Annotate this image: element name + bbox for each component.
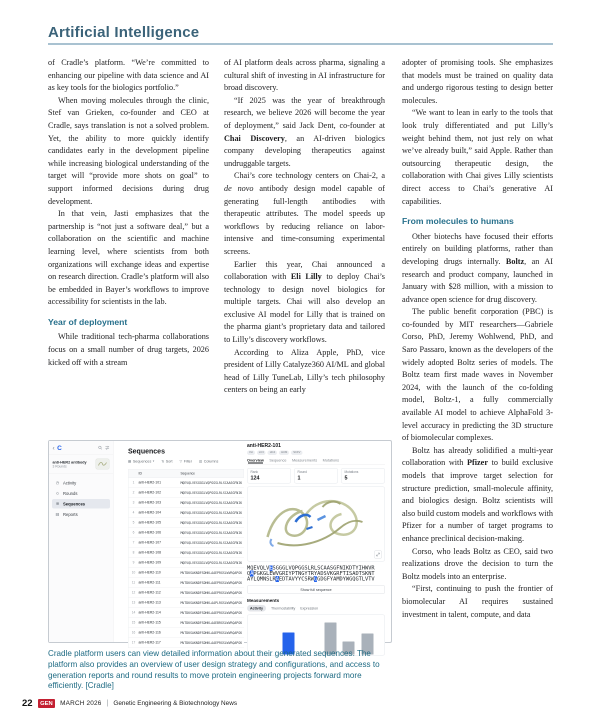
article-paragraph: The public benefit corporation (PBC) is co-founded by MIT researchers—Gabriele Corso, PhD, Jeremy Wohlwend, PhD, and Saro Passaro, known as the developers of the widely adopted Boltz series of models. The Boltz team first made waves in November 2024, with the launch of the co-folding model, Boltz-1, a fully commercially available AI model to achieve AlphaFold 3-level accuracy in predicting the 3D structure of biomolecular complexes. xyxy=(402,307,553,443)
rounds-icon: ◇ xyxy=(55,491,60,496)
sidebar-item-sequences[interactable]: ≡ Sequences xyxy=(52,499,110,509)
search-icon[interactable] xyxy=(98,445,103,450)
sidebar-item-activity[interactable]: ◷ Activity xyxy=(55,480,77,486)
sequence-id: anti-HER2-113 xyxy=(138,601,161,605)
project-selector[interactable] xyxy=(49,455,113,475)
sequence-value: MQEVQLVESGGGLVQPGGSLRLSCAASGFNIK xyxy=(180,480,243,485)
sequences-title: Sequences xyxy=(128,447,165,455)
article-paragraph: According to Aliza Apple, PhD, vice president of Lilly Catalyze360 AI/ML and global head of Lilly TuneLab, Lilly’s tech philosophy centers on being an early xyxy=(224,347,385,395)
protein-structure-card xyxy=(247,487,385,562)
sequence-detail-title: anti-HER2-101 xyxy=(247,443,281,449)
stat-card-round: Round 1 xyxy=(294,468,338,484)
project-meta: 3 Rounds xyxy=(52,464,67,469)
publication-name: Genetic Engineering & Biotechnology News xyxy=(113,700,238,707)
tab-measurements[interactable]: Measurements xyxy=(291,458,318,463)
sequence-id: anti-HER2-105 xyxy=(138,521,161,525)
gen-logo: GEN xyxy=(38,699,56,708)
table-header xyxy=(128,469,244,478)
sort-icon: ⇅ xyxy=(161,459,165,464)
sidebar-item-rounds[interactable]: ◇ Rounds xyxy=(55,490,78,496)
detail-tabs xyxy=(247,458,385,465)
sequence-id: anti-HER2-106 xyxy=(138,531,161,535)
sequence-detail-panel xyxy=(247,441,385,642)
article-paragraph: Other biotechs have focused their efforts entirely on building platforms, rather than developing drugs internally. Boltz, an AI research and product company, launched in January with $28 million, with a mission to advance open science for drug discovery. xyxy=(402,231,553,304)
sequence-id: anti-HER2-101 xyxy=(138,481,161,485)
sequence-tag-chip: VH xyxy=(249,451,253,454)
sequences-icon: ▦ xyxy=(128,459,132,464)
row-number: 17 xyxy=(131,641,136,645)
sequence-id: anti-HER2-108 xyxy=(138,551,161,555)
sidebar-nav xyxy=(49,474,113,523)
sequence-id: anti-HER2-117 xyxy=(138,641,161,645)
column-header-id: ID xyxy=(138,471,142,476)
page-number: 22 xyxy=(22,698,33,709)
sequence-id: anti-HER2-102 xyxy=(138,491,161,495)
sequences-toolbar xyxy=(128,459,244,464)
image-caption: Cradle platform users can view detailed information about their generated sequences. The platform also provides an overview of user design strategy and configurations, and access to generation reports and round results to move protein engineering projects forward more efficiently. [Cradle] xyxy=(48,649,380,691)
back-button[interactable]: ‹ xyxy=(52,443,55,452)
table-row[interactable] xyxy=(128,618,244,628)
article-paragraph: Corso, who leads Boltz as CEO, said two realizations drove the decision to turn the Boltz models into an enterprise. xyxy=(402,546,553,581)
sequence-tag-chip: SCFV xyxy=(293,451,301,454)
chevron-down-icon: ▾ xyxy=(152,459,155,463)
toolbar-filter-button[interactable]: ▽ Filter xyxy=(179,459,192,464)
sequence-tag-chip: HUM xyxy=(281,451,288,454)
table-row[interactable] xyxy=(128,478,244,488)
measurements-title: Measurements xyxy=(247,598,280,604)
tab-overview[interactable]: Overview xyxy=(247,458,264,463)
article-paragraph: Earlier this year, Chai announced a collaboration with Eli Lilly to deploy Chai’s technology to design novel biologics for multiple targets. Chai will also develop an exclusive AI model for Lilly that is trained on the pharma giant’s proprietary data and tailored to Lilly’s discovery workflows. xyxy=(224,259,385,345)
article-paragraph: While traditional tech-pharma collaborations focus on a small number of drug targets, 2026 kicked off with a stream xyxy=(48,332,209,367)
section-subhead: Year of deployment xyxy=(48,316,128,327)
row-number: 11 xyxy=(131,581,136,585)
sequence-id: anti-HER2-109 xyxy=(138,561,161,565)
table-row[interactable] xyxy=(128,508,244,518)
project-name: anti-HER2 antibody xyxy=(52,459,87,465)
sequence-id: anti-HER2-103 xyxy=(138,501,161,505)
table-row[interactable] xyxy=(128,588,244,598)
article-paragraph: adopter of promising tools. She emphasizes that models must be trained on quality data and undergo rigorous testing to design better molecules. xyxy=(402,58,553,105)
row-number: 12 xyxy=(131,591,136,595)
project-thumbnail xyxy=(96,459,110,470)
sequence-value: MVTDKSAKNDFSDHKLAAEPRGSLWVRQAPGK xyxy=(180,570,243,575)
sequence-text: MQEVQLVESGGGLVQPGGSLRLSCAASGFNIKDTYIHWVR QAPGKGLEWVGRIYPTNGYTRYADSVKGRFTISADTSKNT AYLQMNSLRAEDTAVYYCSRWGGDGFYAMDYWGQGTLVTV xyxy=(247,565,375,583)
article-paragraph: of AI platform deals across pharma, signaling a cultural shift of investing in AI infrastructure for broad discovery. xyxy=(224,58,385,93)
row-number: 9 xyxy=(132,561,135,565)
table-row[interactable] xyxy=(128,568,244,578)
sequence-id: anti-HER2-112 xyxy=(138,591,161,595)
table-row[interactable] xyxy=(128,488,244,498)
sequences-table xyxy=(128,469,244,648)
row-number: 5 xyxy=(132,521,135,525)
sequence-value: MQEVQLVESGGGLVQPGGSLRLSCAASGFNIK xyxy=(180,500,243,505)
stat-card-rank: Rank 124 xyxy=(247,468,291,484)
cradle-app-screenshot xyxy=(48,440,392,643)
issue-date: MARCH 2026 xyxy=(60,700,102,707)
row-number: 1 xyxy=(132,481,135,485)
sequence-value: MVTDKSAKNDFSDHKLAAEPRGSLWVRQAPGK xyxy=(180,590,243,595)
row-number: 6 xyxy=(132,531,135,535)
page-footer xyxy=(22,698,237,709)
article-paragraph: In that vein, Jasti emphasizes that the partnership is “not just a software deal,” but a collaboration on the scientific and machine learning level, where scientists from both organizations will exchange ideas and expertise on research direction. Cradle’s platform will also be embedded in Bayer’s workflows to improve accessibility for scientists in the lab. xyxy=(48,209,209,307)
app-sidebar xyxy=(49,441,114,642)
tab-mutations[interactable]: Mutations xyxy=(322,458,340,463)
sequence-value: MQEVQLVESGGGLVQPGGSLRLSCAASGFNIK xyxy=(180,550,243,555)
sequence-value: MVTDKSAKNDFSDHKLAAEPRGSLWVRQAPGK xyxy=(180,580,243,585)
table-row[interactable] xyxy=(128,518,244,528)
table-row[interactable] xyxy=(128,608,244,618)
sequence-value: MQEVQLVESGGGLVQPGGSLRLSCAASGFNIK xyxy=(180,540,243,545)
table-row[interactable] xyxy=(128,598,244,608)
row-number: 2 xyxy=(132,491,135,495)
table-row[interactable] xyxy=(128,628,244,638)
table-row[interactable] xyxy=(128,558,244,568)
column-header-sequence: Sequence xyxy=(180,471,195,476)
measurement-tab-expression[interactable]: Expression xyxy=(300,606,319,611)
sequence-id: anti-HER2-107 xyxy=(138,541,161,545)
measurement-tab-activity[interactable]: Activity xyxy=(247,605,266,612)
detail-stat-cards xyxy=(247,468,385,484)
toolbar-sort-button[interactable]: ⇅ Sort xyxy=(161,459,173,464)
row-number: 4 xyxy=(132,511,135,515)
row-number: 13 xyxy=(131,601,136,605)
measurements-tabs xyxy=(247,605,385,612)
sequence-id: anti-HER2-104 xyxy=(138,511,161,515)
sequence-id: anti-HER2-114 xyxy=(138,611,161,615)
sequence-value: MQEVQLVESGGGLVQPGGSLRLSCAASGFNIK xyxy=(180,520,243,525)
sequence-value: MVTDKSAKNDFSDHKLAAEBRGSLWVRQAPGK xyxy=(180,620,243,625)
article-paragraph: When moving molecules through the clinic, Stef van Grieken, co-founder and CEO at Cradle, says translation is not a solved problem. Yet, the ability to more quickly identify candidates early in the development pipeline while increasing biological understanding of the target will “provide more shots on goal” to support informed decisions during drug development. xyxy=(48,95,209,206)
stat-card-mutations: Mutations 5 xyxy=(341,468,385,484)
measurement-tab-thermostability[interactable]: Thermostability xyxy=(270,606,296,611)
article-paragraph: of Cradle’s platform. “We’re committed to enhancing our pipeline with data science and AI as key tools for the biologics portfolio.” xyxy=(48,58,209,93)
article-paragraph: Boltz has already solidified a multi-year collaboration with Pfizer to build exclusive models that improve target selection for structure prediction, small-molecule affinity, and biologics design. Boltz scientists will also build custom models and workflows with Pfizer for a number of target programs to enhance preclinical decision-making. xyxy=(402,445,554,543)
article-paragraph: Chai’s core technology centers on Chai-2, a de novo antibody design model capable of generating full-length antibodies with therapeutic attributes. The model speeds up workflows by reducing reliance on labor-intensive and time-consuming experimental screens. xyxy=(224,171,385,256)
article-paragraph: “First, continuing to push the frontier of biomolecular AI requires sustained investment in talent, compute, and data xyxy=(402,584,553,619)
row-number: 14 xyxy=(131,611,136,615)
toolbar-columns-button[interactable]: ▥ Columns xyxy=(198,459,219,464)
sequence-tag-chip: HC4 xyxy=(269,451,276,454)
sequence-value: MVTDKSAKNDFSDHKLAAEPRGSLWVRQAPGK xyxy=(180,610,243,615)
cradle-logo: C xyxy=(57,443,62,452)
columns-icon: ▥ xyxy=(198,459,203,464)
article-paragraph: “If 2025 was the year of breakthrough research, we believe 2026 will become the year of deployment,” said Jack Dent, co-founder at Chai Discovery, an AI-driven biologics company developing therapeutics against undruggable targets. xyxy=(224,95,385,168)
article-paragraph: “We want to lean in early to the tools that look truly differentiated and put Lilly’s weight behind them, not just rely on what we’ve already built,” said Apple. Rather than outsourcing therapeutic design, the collaboration with Chai gives Lilly scientists direct access to Chai’s generative AI capabilities. xyxy=(402,108,553,206)
show-full-sequence-button[interactable]: Show full sequence xyxy=(247,585,385,594)
sequence-id: anti-HER2-110 xyxy=(138,571,161,575)
section-subhead: From molecules to humans xyxy=(402,216,514,227)
sequence-id: anti-HER2-116 xyxy=(138,631,161,635)
row-number: 7 xyxy=(132,541,135,545)
protein-structure-image xyxy=(248,487,385,560)
table-body xyxy=(128,478,244,648)
sequence-value: MQEVQLVESGGGLVQPGGSLRLSCAASGFNIK xyxy=(180,530,243,535)
article-column-2 xyxy=(224,57,385,435)
table-row[interactable] xyxy=(128,578,244,588)
table-row[interactable] xyxy=(128,638,244,648)
sequence-tag-chips xyxy=(247,451,385,456)
app-topbar xyxy=(49,441,113,455)
toolbar-sequences-button[interactable]: ▦ Sequences ▾ xyxy=(128,459,155,464)
sequence-value: MQEVQLVESGGGLVQPGGSLRLSCAASGFNIK xyxy=(180,510,243,515)
row-number: 16 xyxy=(131,631,136,635)
activity-icon: ◷ xyxy=(55,480,60,485)
sequence-value: MVTDKSAKNDFSDHKLAAEPRGSLWVRQAPGK xyxy=(180,630,243,635)
sequence-value: MQEVQLVESGGGLVQPGGSLRLSCAASGFNIK xyxy=(180,560,243,565)
sequence-value: MVTDKSAKNDFSDHKLAAEPRGSLWVRQAPGK xyxy=(180,640,243,645)
sequence-value: MVTDKSAKNDFSDHKLAAPLRGSLWVRQAPGK xyxy=(180,600,243,605)
sequence-value: MQEVQLVESGGGLVQPGGSLRLSCAASGFNIK xyxy=(180,490,243,495)
settings-icon[interactable] xyxy=(105,445,110,450)
row-number: 10 xyxy=(131,571,136,575)
table-row[interactable] xyxy=(128,538,244,548)
sequences-icon: ≡ xyxy=(55,501,60,506)
table-row[interactable] xyxy=(128,528,244,538)
sequence-tag-chip: LC3 xyxy=(258,451,264,454)
table-row[interactable] xyxy=(128,548,244,558)
sequences-panel xyxy=(114,441,244,645)
row-number: 15 xyxy=(131,621,136,625)
footer-separator: | xyxy=(106,700,109,707)
sidebar-item-reports[interactable]: ▤ Reports xyxy=(55,511,78,517)
row-number: 8 xyxy=(132,551,135,555)
expand-icon[interactable] xyxy=(374,551,382,559)
filter-icon: ▽ xyxy=(179,459,183,464)
row-number: 3 xyxy=(132,501,135,505)
tab-sequence[interactable]: Sequence xyxy=(269,458,287,463)
sequence-id: anti-HER2-111 xyxy=(138,581,161,585)
section-title: Artificial Intelligence xyxy=(48,24,200,41)
article-column-3 xyxy=(402,57,553,690)
section-title-rule xyxy=(48,43,553,45)
table-row[interactable] xyxy=(128,498,244,508)
article-column-1 xyxy=(48,57,209,435)
reports-icon: ▤ xyxy=(55,512,60,517)
sequence-id: anti-HER2-115 xyxy=(138,621,161,625)
